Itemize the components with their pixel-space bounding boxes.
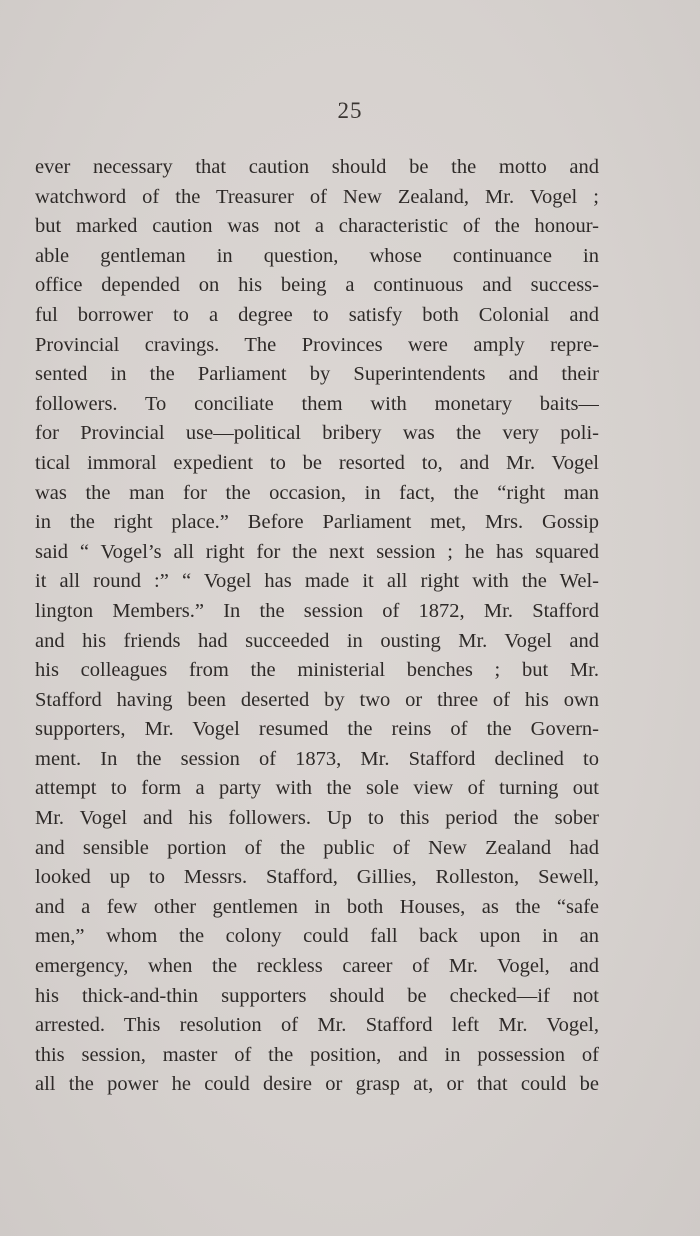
text-line: this session, master of the position, and in possession of: [35, 1043, 599, 1066]
text-line: lington Members.” In the session of 1872, Mr. Stafford: [35, 599, 599, 622]
text-line: followers. To conciliate them with monetary baits—: [35, 392, 599, 415]
text-line: watchword of the Treasurer of New Zealand, Mr. Vogel ;: [35, 185, 599, 208]
text-line: for Provincial use—political bribery was the very poli-: [35, 422, 599, 445]
text-line: men,” whom the colony could fall back upon in an: [35, 925, 599, 948]
text-line: his thick-and-thin supporters should be checked—if not: [35, 984, 599, 1007]
text-line: office depended on his being a continuous and success-: [35, 274, 599, 297]
text-line: Mr. Vogel and his followers. Up to this period the sober: [35, 807, 599, 830]
text-line: ment. In the session of 1873, Mr. Stafford declined to: [35, 747, 599, 770]
text-line: ful borrower to a degree to satisfy both Colonial and: [35, 303, 599, 326]
text-line: and a few other gentlemen in both Houses, as the “safe: [35, 895, 599, 918]
text-line: his colleagues from the ministerial benches ; but Mr.: [35, 659, 599, 682]
text-line: all the power he could desire or grasp at, or that could be: [35, 1073, 599, 1096]
text-line: looked up to Messrs. Stafford, Gillies, Rolleston, Sewell,: [35, 866, 599, 889]
body-text: [35, 153, 599, 1100]
text-line: supporters, Mr. Vogel resumed the reins of the Govern-: [35, 718, 599, 741]
text-line: but marked caution was not a characteristic of the honour-: [35, 215, 599, 238]
text-line: Provincial cravings. The Provinces were amply repre-: [35, 333, 599, 356]
text-line: said “ Vogel’s all right for the next session ; he has squared: [35, 540, 599, 563]
text-line: sented in the Parliament by Superintendents and their: [35, 363, 599, 386]
text-line: ever necessary that caution should be the motto and: [35, 156, 599, 178]
text-line: Stafford having been deserted by two or three of his own: [35, 688, 599, 711]
text-line: emergency, when the reckless career of Mr. Vogel, and: [35, 955, 599, 978]
text-line: attempt to form a party with the sole view of turning out: [35, 777, 599, 800]
text-line: able gentleman in question, whose continuance in: [35, 244, 599, 267]
text-line: arrested. This resolution of Mr. Stafford left Mr. Vogel,: [35, 1014, 599, 1037]
text-line: and sensible portion of the public of New Zealand had: [35, 836, 599, 859]
text-line: it all round :” “ Vogel has made it all right with the Wel-: [35, 570, 599, 593]
page-number: 25: [337, 98, 363, 123]
text-line: and his friends had succeeded in ousting Mr. Vogel and: [35, 629, 599, 652]
text-line: tical immoral expedient to be resorted to, and Mr. Vogel: [35, 451, 599, 474]
text-line: was the man for the occasion, in fact, the “right man: [35, 481, 599, 504]
text-line: in the right place.” Before Parliament met, Mrs. Gossip: [35, 511, 599, 534]
